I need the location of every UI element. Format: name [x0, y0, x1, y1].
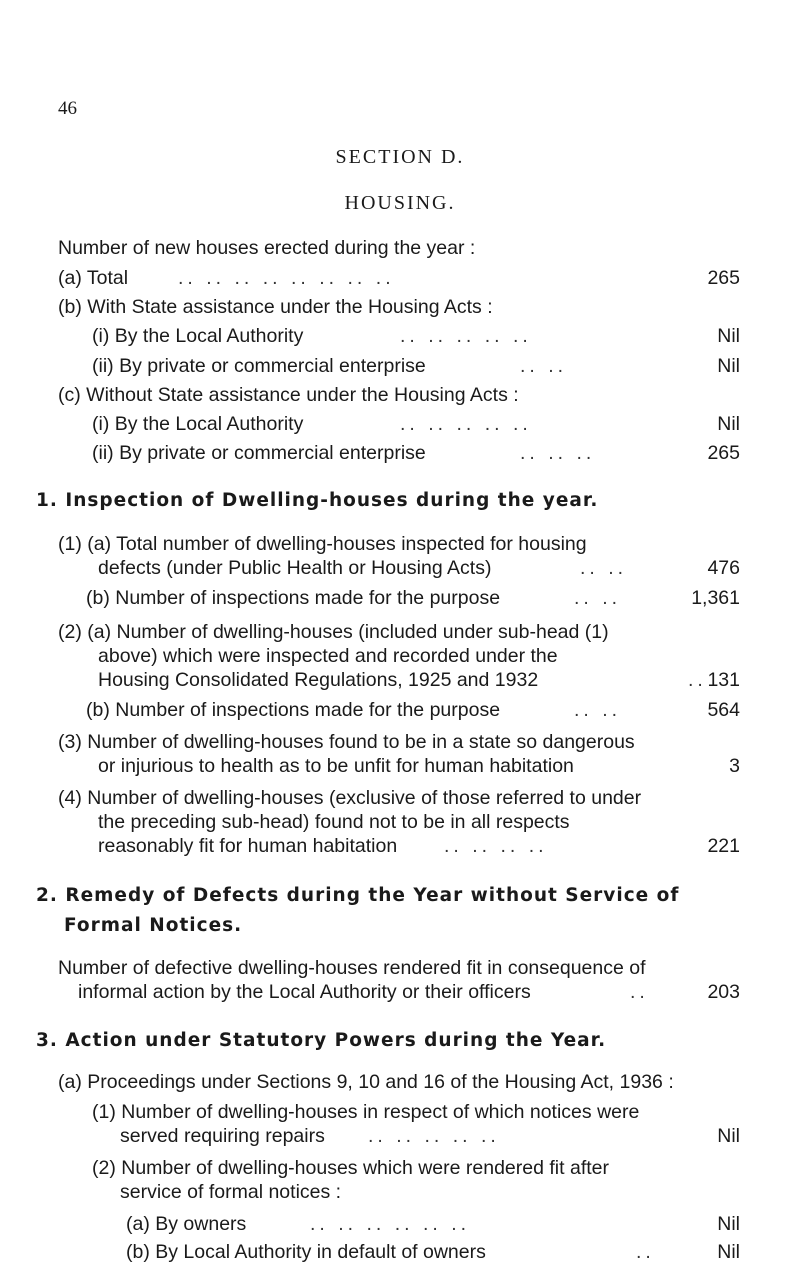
s3-item-a2a-value: Nil: [717, 1213, 740, 1235]
dot-leader: .. ..: [520, 355, 568, 377]
s1-item3-line1: (3) Number of dwelling-houses found to be in a state so dangerous: [58, 731, 635, 753]
s1-item1a-line2: defects (under Public Health or Housing Acts): [98, 557, 492, 579]
s2-heading-line1: 2. Remedy of Defects during the Year without Service of: [36, 885, 680, 906]
new-houses-intro: Number of new houses erected during the year :: [58, 237, 476, 259]
dot-leader: .. .. .. .. .. .. .. ..: [178, 267, 395, 289]
s3-item-a2a: (a) By owners: [126, 1213, 247, 1235]
s1-item2a-value: 131: [707, 669, 740, 691]
new-houses-a-value: 265: [707, 267, 740, 289]
s3-item-a2-line2: service of formal notices :: [120, 1181, 342, 1203]
s3-heading: 3. Action under Statutory Powers during the Year.: [36, 1030, 607, 1051]
s1-item4-line1: (4) Number of dwelling-houses (exclusive of those referred to under: [58, 787, 642, 809]
s1-item2b-value: 564: [707, 699, 740, 721]
new-houses-a: [58, 266, 128, 290]
s3-item-a: (a) Proceedings under Sections 9, 10 and 16 of the Housing Act, 1936 :: [58, 1071, 674, 1093]
new-houses-c1-value: Nil: [717, 413, 740, 435]
dot-leader: .. .. .. .. ..: [368, 1125, 500, 1147]
s1-item4-line2: the preceding sub-head) found not to be in all respects: [98, 811, 570, 833]
new-houses-b-label: (b): [58, 296, 82, 318]
section-subtitle: HOUSING.: [344, 192, 456, 214]
s2-value: 203: [707, 981, 740, 1003]
dot-leader: .. .. .. .. .. ..: [310, 1213, 471, 1235]
dot-leader: .. ..: [580, 557, 628, 579]
dot-leader: ..: [688, 669, 707, 691]
s3-item-a2b: (b) By Local Authority in default of owners: [126, 1241, 486, 1263]
s1-item1a-line1: (1) (a) Total number of dwelling-houses inspected for housing: [58, 533, 587, 555]
new-houses-b1: (i) By the Local Authority: [92, 325, 304, 347]
new-houses-c2: (ii) By private or commercial enterprise: [92, 442, 426, 464]
new-houses-c: [58, 383, 519, 407]
s2-para-line1: Number of defective dwelling-houses rendered fit in consequence of: [58, 957, 646, 979]
new-houses-c2-value: 265: [707, 442, 740, 464]
dot-leader: ..: [636, 1241, 655, 1263]
s1-item2b: (b) Number of inspections made for the purpose: [86, 699, 501, 721]
s3-item-a2-line1: (2) Number of dwelling-houses which were rendered fit after: [92, 1157, 609, 1179]
s2-para-line2: informal action by the Local Authority or their officers: [78, 981, 531, 1003]
new-houses-c-label: (c): [58, 384, 81, 406]
page-number: 46: [58, 98, 77, 119]
s3-item-a1-line1: (1) Number of dwelling-houses in respect of which notices were: [92, 1101, 640, 1123]
s3-item-a2b-value: Nil: [717, 1241, 740, 1263]
s1-item1b-value: 1,361: [691, 587, 740, 609]
s1-item2a-line3: Housing Consolidated Regulations, 1925 and 1932: [98, 669, 539, 691]
new-houses-a-text: Total: [86, 267, 129, 289]
s3-item-a1-line2: served requiring repairs: [120, 1125, 325, 1147]
section-title: SECTION D.: [335, 146, 465, 168]
dot-leader: .. .. ..: [520, 442, 596, 464]
s1-item1a-value: 476: [707, 557, 740, 579]
new-houses-c-text: Without State assistance under the Housing Acts :: [86, 384, 519, 406]
s2-heading-line2: Formal Notices.: [64, 915, 243, 936]
new-houses-b2: (ii) By private or commercial enterprise: [92, 355, 426, 377]
dot-leader: .. .. .. ..: [444, 835, 548, 857]
new-houses-b: [58, 295, 493, 319]
s1-item2a-line2: above) which were inspected and recorded under the: [98, 645, 558, 667]
new-houses-a-label: (a): [58, 267, 82, 289]
new-houses-c1: (i) By the Local Authority: [92, 413, 304, 435]
s1-item1b: (b) Number of inspections made for the purpose: [86, 587, 501, 609]
s1-item4-value: 221: [707, 835, 740, 857]
new-houses-b2-value: Nil: [717, 355, 740, 377]
s1-item3-line2: or injurious to health as to be unfit for human habitation: [98, 755, 574, 777]
dot-leader: ..: [630, 981, 649, 1003]
s1-heading: 1. Inspection of Dwelling-houses during the year.: [36, 490, 599, 511]
dot-leader: .. .. .. .. ..: [400, 413, 532, 435]
s1-item4-line3: reasonably fit for human habitation: [98, 835, 398, 857]
s1-item2a-line1: (2) (a) Number of dwelling-houses (included under sub-head (1): [58, 621, 609, 643]
s1-item3-value: 3: [729, 755, 740, 777]
dot-leader: .. ..: [574, 699, 622, 721]
s3-item-a1-value: Nil: [717, 1125, 740, 1147]
new-houses-b-text: With State assistance under the Housing Acts :: [87, 296, 493, 318]
dot-leader: .. .. .. .. ..: [400, 325, 532, 347]
new-houses-b1-value: Nil: [717, 325, 740, 347]
dot-leader: .. ..: [574, 587, 622, 609]
